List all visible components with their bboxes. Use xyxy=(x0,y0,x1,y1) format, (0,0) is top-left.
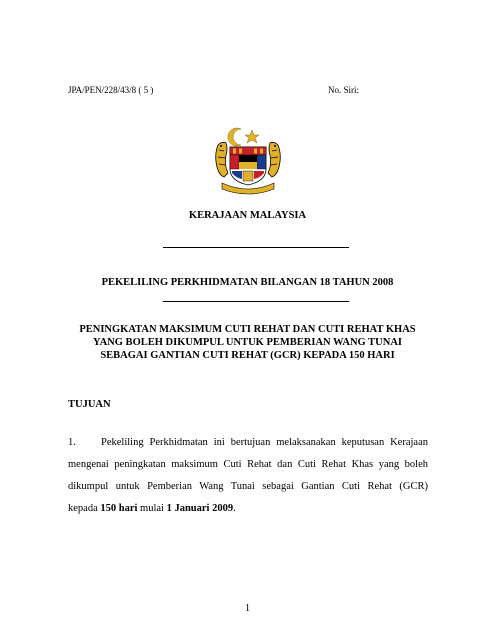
serial-number-label: No. Siri: xyxy=(328,85,360,95)
subject-line: YANG BOLEH DIKUMPUL UNTUK PEMBERIAN WANG TUNAI xyxy=(92,337,402,348)
paragraph-line: mengenai peningkatan maksimum Cuti Rehat dan Cuti Rehat Khas yang boleh xyxy=(68,459,428,470)
government-title: KERAJAAN MALAYSIA xyxy=(188,210,307,221)
paragraph-text: kepada xyxy=(68,503,101,514)
subject-line: SEBAGAI GANTIAN CUTI REHAT (GCR) KEPADA 150 HARI xyxy=(100,350,395,361)
reference-number: JPA/PEN/228/43/8 ( 5 ) xyxy=(68,85,154,95)
paragraph-line xyxy=(68,498,428,520)
paragraph-line xyxy=(68,432,428,454)
page-number: 1 xyxy=(244,603,251,614)
divider-bottom xyxy=(163,301,349,302)
paragraph-1 xyxy=(68,432,428,520)
paragraph-text: Pekeliling Perkhidmatan ini bertujuan melaksanakan keputusan Kerajaan xyxy=(101,437,428,448)
section-heading: TUJUAN xyxy=(68,399,111,410)
malaysia-crest-icon xyxy=(208,125,288,197)
circular-title: PEKELILING PERKHIDMATAN BILANGAN 18 TAHUN 2008 xyxy=(101,277,394,288)
paragraph-text: mulai xyxy=(137,503,167,514)
divider-top xyxy=(163,247,349,248)
subject-heading xyxy=(0,323,495,362)
paragraph-number: 1. xyxy=(68,437,76,448)
paragraph-line: dikumpul untuk Pemberian Wang Tunai sebagai Gantian Cuti Rehat (GCR) xyxy=(68,481,428,492)
subject-line: PENINGKATAN MAKSIMUM CUTI REHAT DAN CUTI REHAT KHAS xyxy=(79,324,416,335)
emphasis-date: 1 Januari 2009 xyxy=(166,503,234,514)
emphasis-days: 150 hari xyxy=(100,503,138,514)
paragraph-text: . xyxy=(233,503,236,514)
